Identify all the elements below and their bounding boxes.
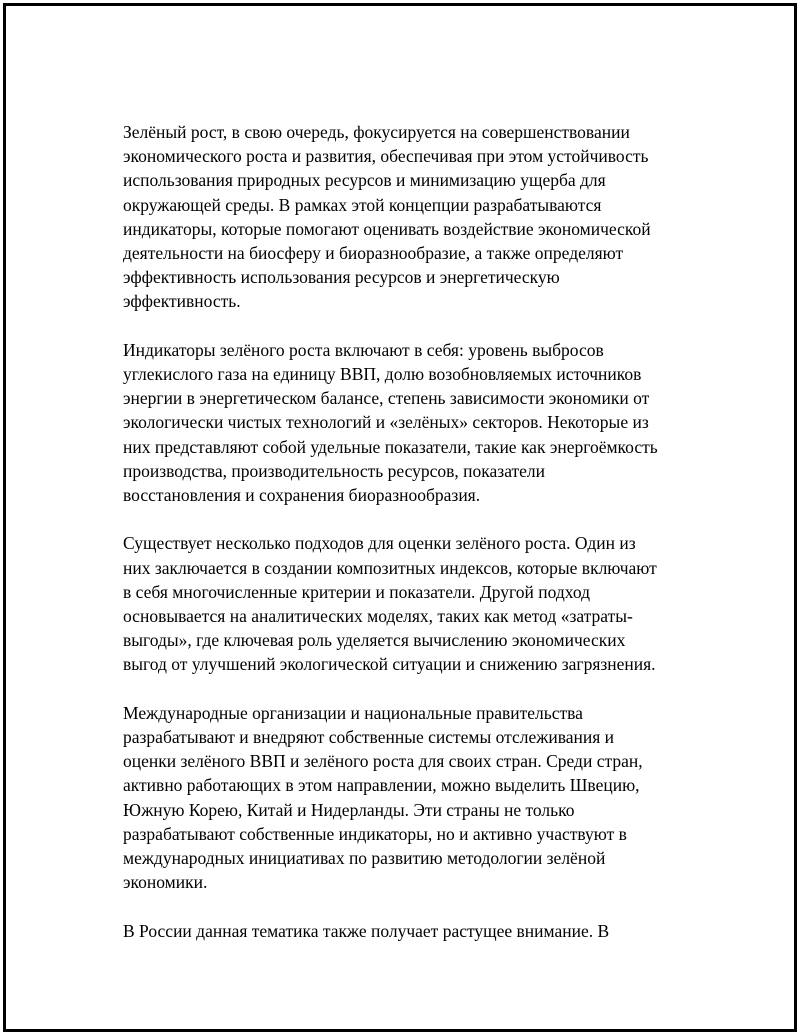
text-line: экономического роста и развития, обеспечивая при этом устойчивость xyxy=(123,146,649,167)
text-line: использования природных ресурсов и минимизацию ущерба для xyxy=(123,170,606,191)
text-line: международных инициативах по развитию методологии зелёной xyxy=(123,848,606,869)
text-line: энергии в энергетическом балансе, степень зависимости экономики от xyxy=(123,388,650,409)
text-line: Существует несколько подходов для оценки зелёного роста. Один из xyxy=(123,533,636,554)
text-line: в себя многочисленные критерии и показатели. Другой подход xyxy=(123,581,590,602)
text-line: выгод от улучшений экологической ситуации и снижению загрязнения. xyxy=(123,654,656,675)
text-line: оценки зелёного ВВП и зелёного роста для своих стран. Среди стран, xyxy=(123,751,643,772)
document-body xyxy=(123,120,695,967)
text-line: выгоды», где ключевая роль уделяется вычислению экономических xyxy=(123,630,626,651)
text-line: восстановления и сохранения биоразнообразия. xyxy=(123,485,481,506)
text-line: окружающей среды. В рамках этой концепции разрабатываются xyxy=(123,194,602,215)
text-line: эффективность. xyxy=(123,291,241,312)
text-line: них заключается в создании композитных индексов, которые включают xyxy=(123,557,657,578)
text-line: Индикаторы зелёного роста включают в себя: уровень выбросов xyxy=(123,339,604,360)
paragraph-russia xyxy=(123,919,695,943)
text-line: производства, производительность ресурсов, показатели xyxy=(123,460,546,481)
text-line: них представляют собой удельные показатели, такие как энергоёмкость xyxy=(123,436,658,457)
paragraph-approaches xyxy=(123,531,695,676)
text-line: разрабатывают собственные индикаторы, но и активно участвуют в xyxy=(123,823,627,844)
text-line: экономики. xyxy=(123,872,208,893)
text-line: углекислого газа на единицу ВВП, долю возобновляемых источников xyxy=(123,364,642,385)
text-line: эффективность использования ресурсов и энергетическую xyxy=(123,267,560,288)
page-frame xyxy=(3,3,797,1032)
paragraph-international xyxy=(123,701,695,895)
paragraph-green-growth xyxy=(123,120,695,314)
text-line: деятельности на биосферу и биоразнообразие, а также определяют xyxy=(123,243,624,264)
text-line: Международные организации и национальные правительства xyxy=(123,702,583,723)
text-line: В России данная тематика также получает растущее внимание. В xyxy=(123,920,610,941)
text-line: активно работающих в этом направлении, можно выделить Швецию, xyxy=(123,775,640,796)
text-line: Зелёный рост, в свою очередь, фокусируется на совершенствовании xyxy=(123,122,630,142)
paragraph-indicators xyxy=(123,338,695,507)
text-line: индикаторы, которые помогают оценивать воздействие экономической xyxy=(123,218,651,239)
text-line: экологически чистых технологий и «зелёных» секторов. Некоторые из xyxy=(123,412,649,433)
text-line: разрабатывают и внедряют собственные системы отслеживания и xyxy=(123,727,615,748)
text-line: Южную Корею, Китай и Нидерланды. Эти страны не только xyxy=(123,799,575,820)
text-line: основывается на аналитических моделях, таких как метод «затраты- xyxy=(123,606,633,627)
